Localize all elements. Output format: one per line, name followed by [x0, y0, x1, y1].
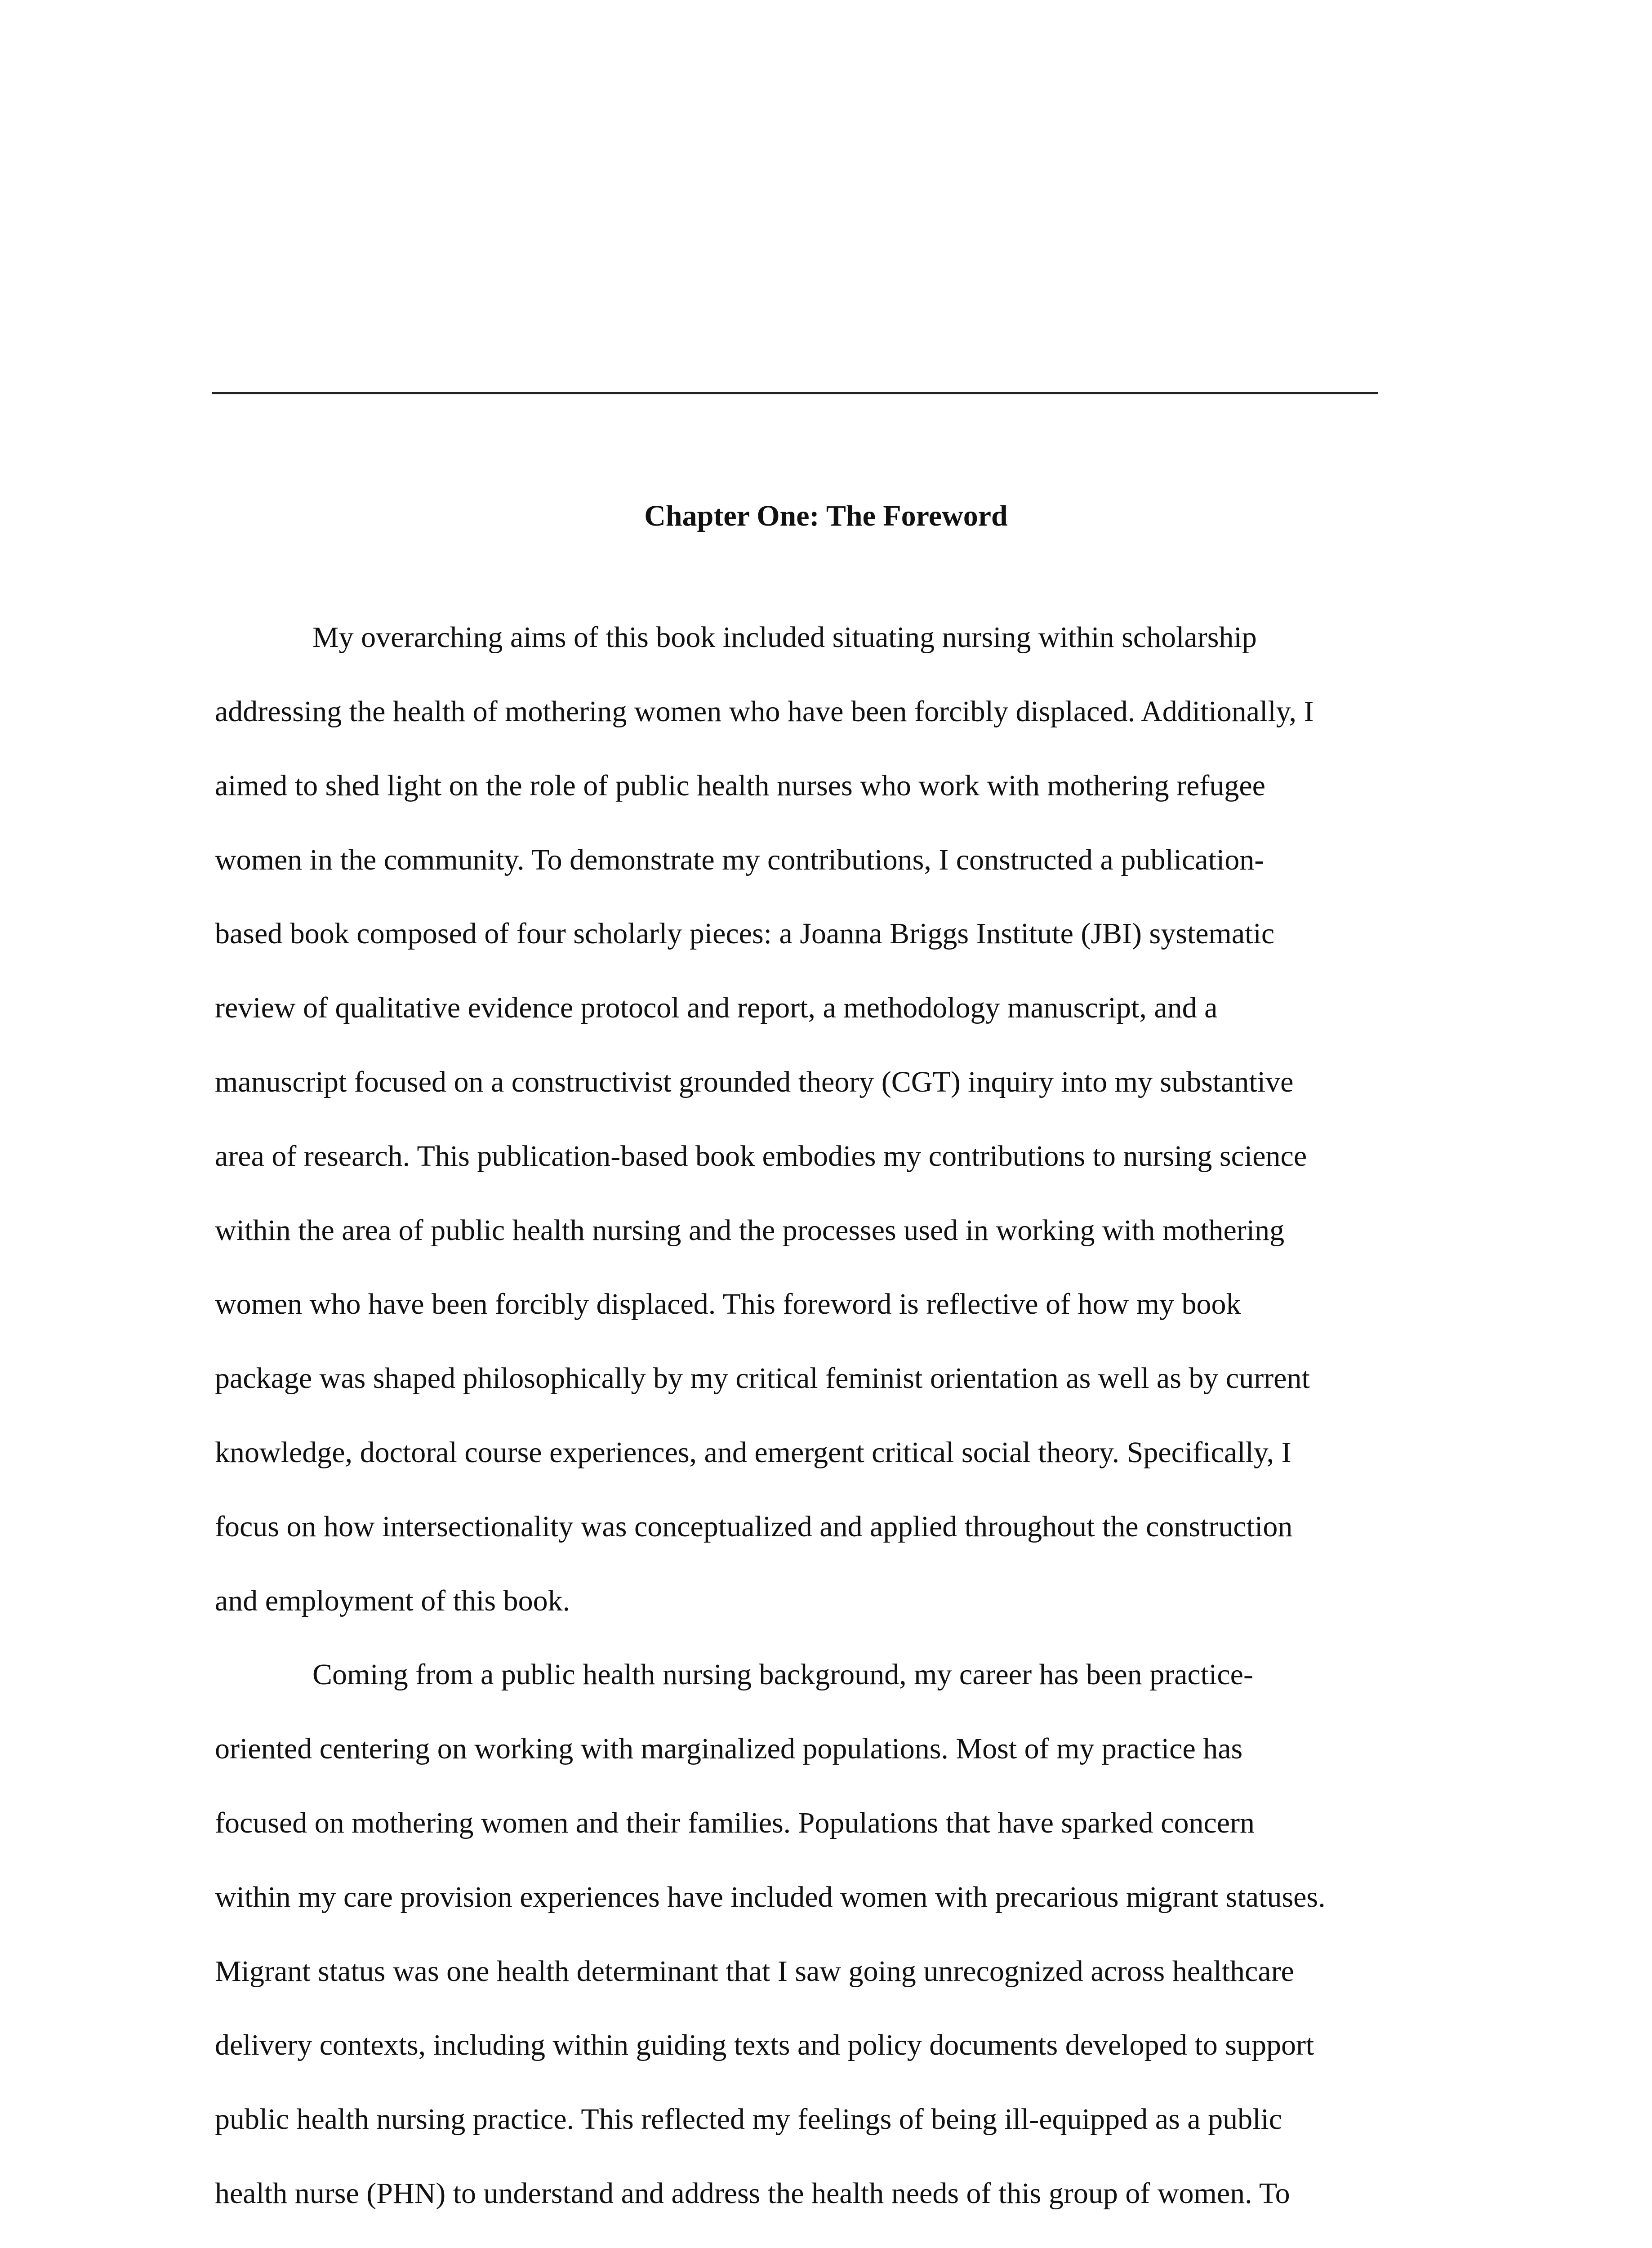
- text-line: delivery contexts, including within guiding texts and policy documents developed to support: [215, 2029, 1314, 2061]
- text-line: manuscript focused on a constructivist grounded theory (CGT) inquiry into my substantive: [215, 1066, 1294, 1098]
- text-line: within the area of public health nursing and the processes used in working with mothering: [215, 1214, 1285, 1247]
- text-line: package was shaped philosophically by my critical feminist orientation as well as by current: [215, 1362, 1310, 1395]
- header-rule: [212, 392, 1378, 394]
- text-line: addressing the health of mothering women who have been forcibly displaced. Additionally, I: [215, 695, 1314, 728]
- text-line: oriented centering on working with marginalized populations. Most of my practice has: [215, 1732, 1243, 1765]
- text-line: My overarching aims of this book included situating nursing within scholarship: [312, 621, 1257, 654]
- text-line: women in the community. To demonstrate my contributions, I constructed a publication-: [215, 843, 1265, 876]
- text-line: aimed to shed light on the role of public health nurses who work with mothering refugee: [215, 769, 1265, 802]
- text-line: area of research. This publication-based book embodies my contributions to nursing science: [215, 1140, 1307, 1173]
- text-line: within my care provision experiences have included women with precarious migrant statuses.: [215, 1881, 1326, 1913]
- text-line: public health nursing practice. This reflected my feelings of being ill-equipped as a public: [215, 2103, 1282, 2136]
- text-line: Coming from a public health nursing background, my career has been practice-: [312, 1658, 1253, 1691]
- text-line: based book composed of four scholarly pieces: a Joanna Briggs Institute (JBI) systematic: [215, 917, 1275, 950]
- text-line: focus on how intersectionality was conceptualized and applied throughout the construction: [215, 1510, 1293, 1543]
- text-line: health nurse (PHN) to understand and address the health needs of this group of women. To: [215, 2177, 1290, 2210]
- chapter-title: Chapter One: The Foreword: [644, 500, 1008, 532]
- text-line: knowledge, doctoral course experiences, and emergent critical social theory. Specifically, I: [215, 1436, 1291, 1469]
- text-line: and employment of this book.: [215, 1584, 570, 1617]
- text-line: Migrant status was one health determinant that I saw going unrecognized across healthcare: [215, 1955, 1294, 1988]
- text-line: review of qualitative evidence protocol and report, a methodology manuscript, and a: [215, 991, 1218, 1024]
- text-line: focused on mothering women and their families. Populations that have sparked concern: [215, 1806, 1255, 1839]
- text-line: women who have been forcibly displaced. This foreword is reflective of how my book: [215, 1288, 1241, 1320]
